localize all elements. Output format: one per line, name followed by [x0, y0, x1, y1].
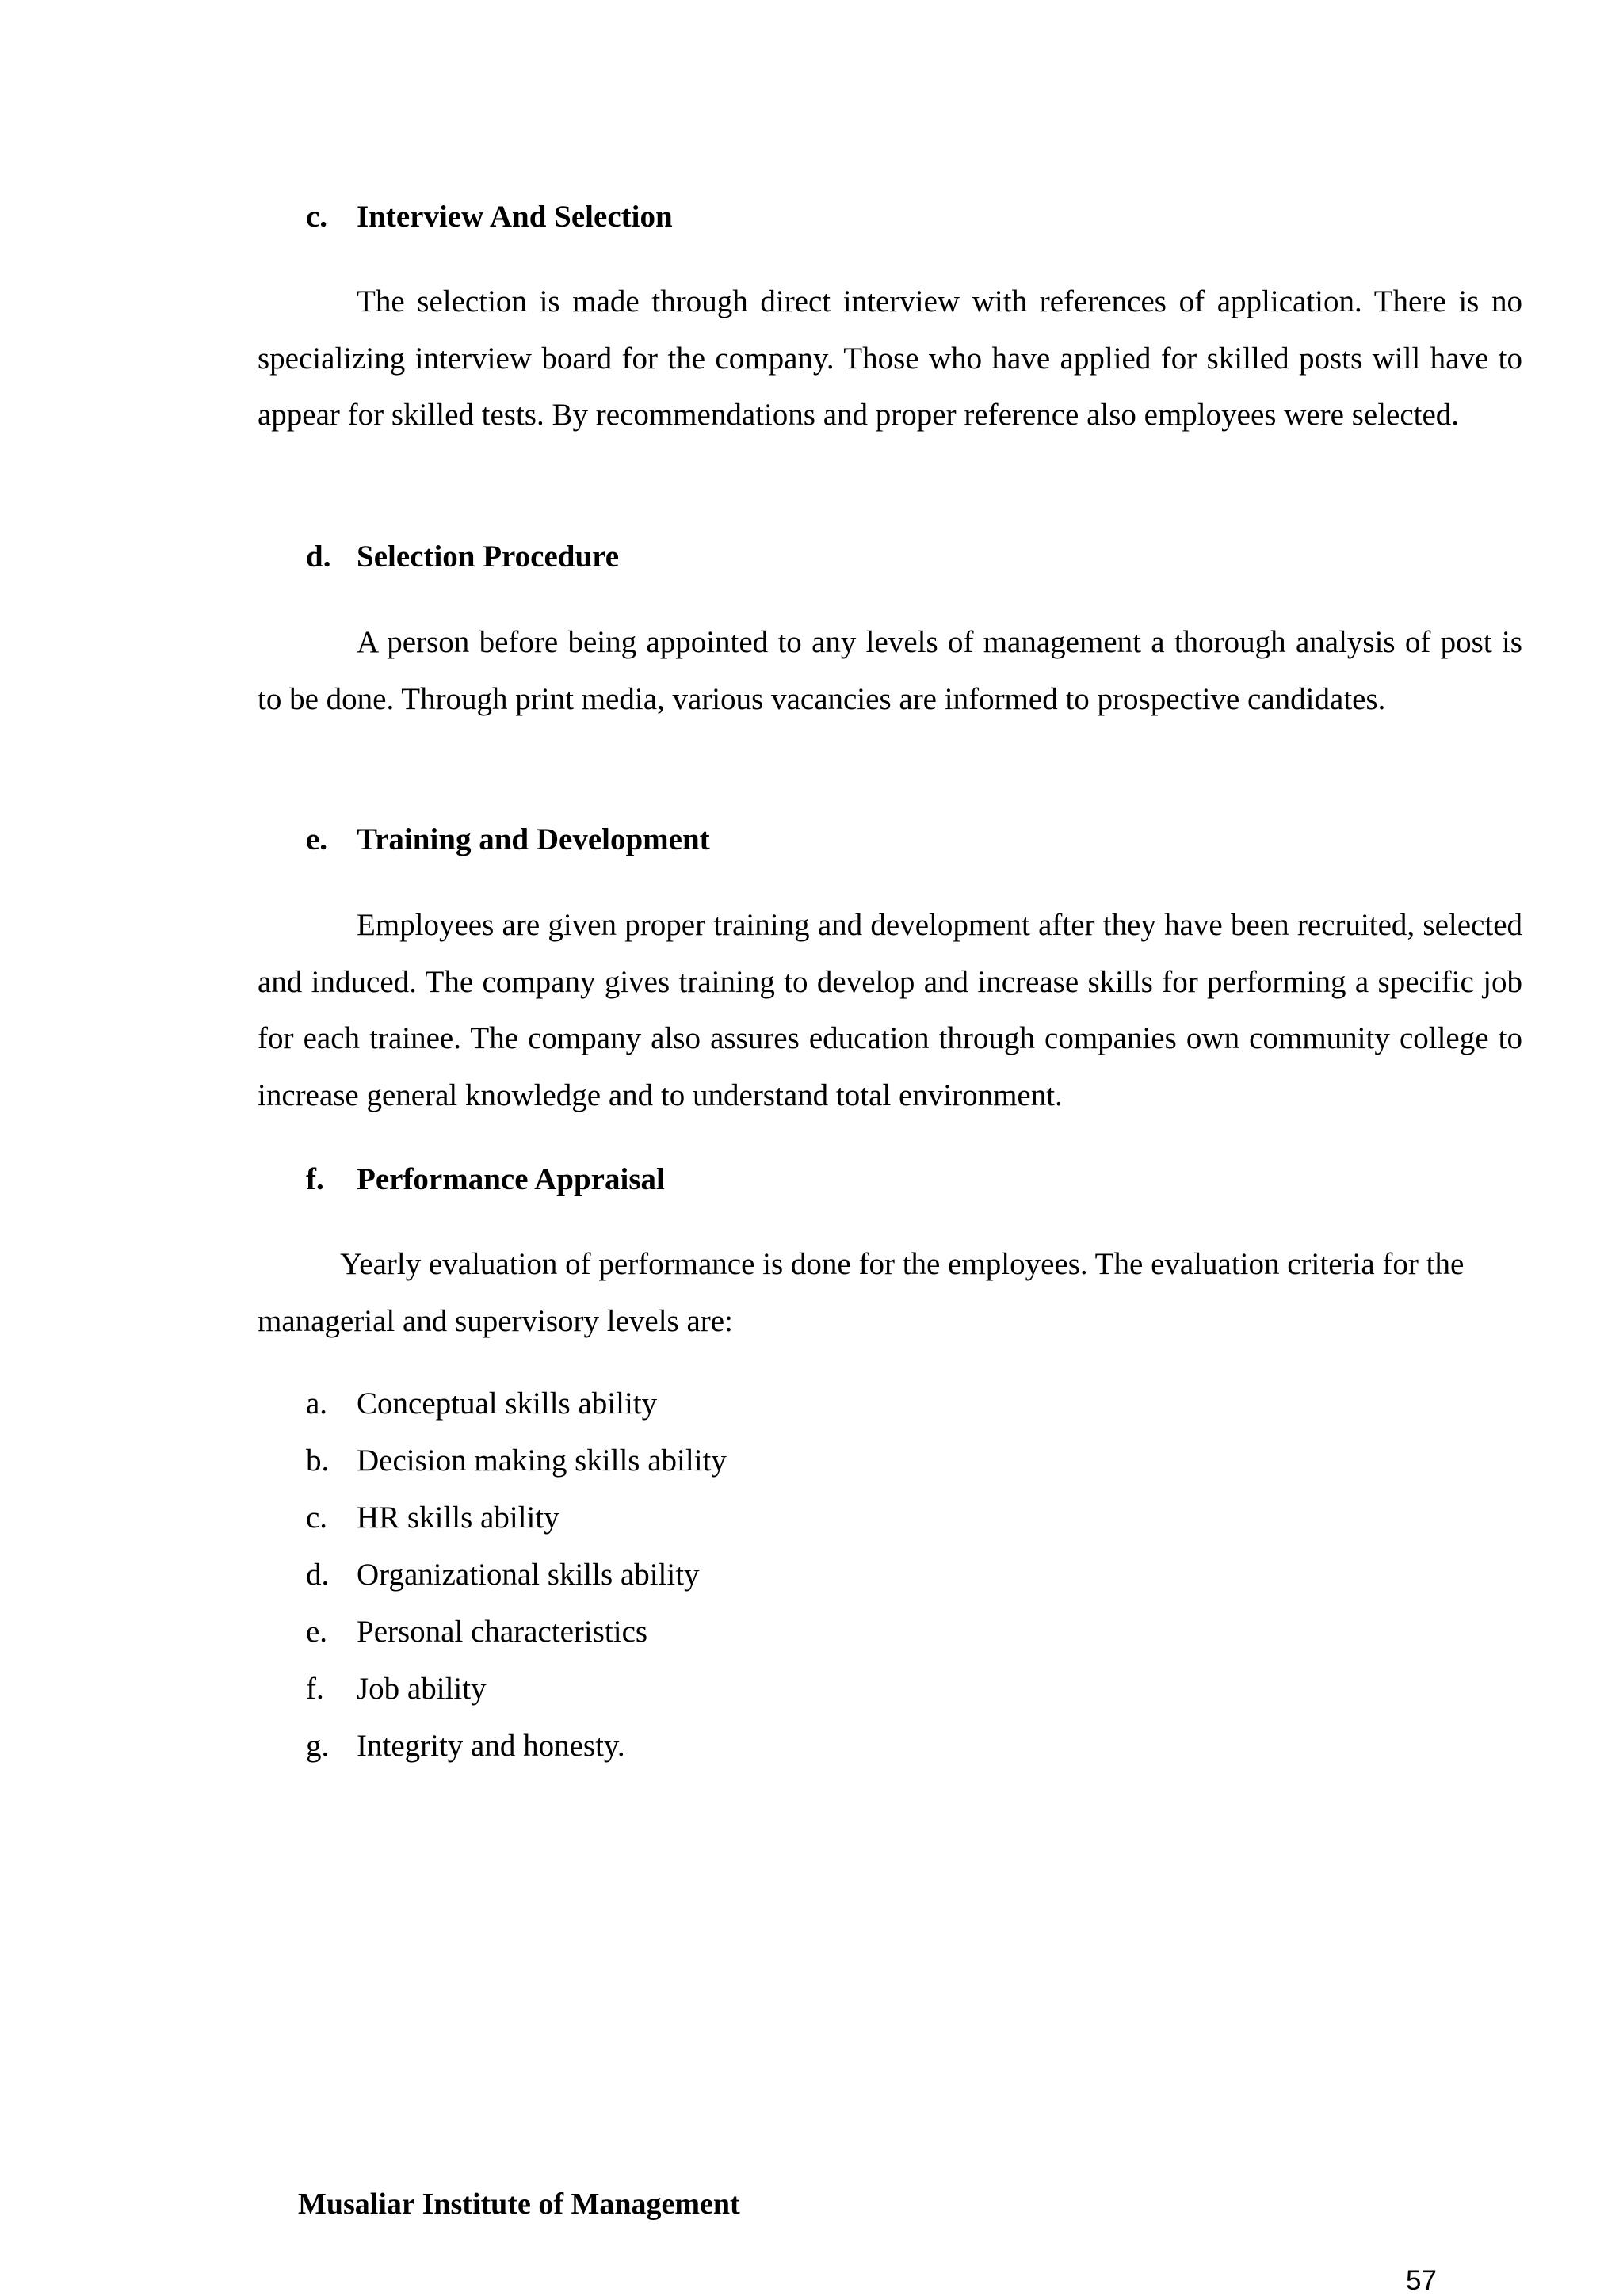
section-marker: e.: [306, 822, 328, 856]
list-marker: b.: [306, 1444, 330, 1478]
footer-institution-name: Musaliar Institute of Management: [298, 2187, 740, 2221]
section-marker: f.: [306, 1162, 324, 1196]
section-heading-performance-appraisal: [304, 1161, 665, 1199]
list-item: [304, 1661, 727, 1718]
list-item: [304, 1547, 727, 1604]
list-marker: d.: [306, 1558, 330, 1592]
section-heading-training-development: [304, 821, 710, 859]
section-title: Interview And Selection: [357, 200, 673, 234]
list-item-text: Conceptual skills ability: [357, 1386, 658, 1421]
page-number: 57: [1406, 2265, 1437, 2296]
list-item-text: Integrity and honesty.: [357, 1729, 625, 1763]
paragraph-text: The selection is made through direct interview with references of application. There is no specializing interview board for the company. Those who have applied for skilled posts will have to appear for skilled tests. By recommendations and proper reference also employees were selected.: [258, 284, 1522, 432]
section-title: Selection Procedure: [357, 540, 620, 574]
paragraph-text: A person before being appointed to any levels of management a thorough analysis of post is to be done. Through print media, various vacancies are informed to prospective candidates.: [258, 625, 1522, 716]
list-item-text: Organizational skills ability: [357, 1558, 700, 1592]
list-item-text: Personal characteristics: [357, 1615, 648, 1649]
list-item: [304, 1718, 727, 1775]
paragraph-interview-selection: [258, 273, 1522, 444]
paragraph-selection-procedure: [258, 614, 1522, 727]
list-marker: e.: [306, 1615, 328, 1649]
paragraph-training-development: [258, 897, 1522, 1123]
list-item: [304, 1432, 727, 1489]
section-marker: d.: [306, 540, 331, 574]
paragraph-performance-appraisal: [258, 1236, 1494, 1349]
evaluation-criteria-list: [304, 1375, 727, 1775]
section-heading-interview-selection: [304, 198, 673, 236]
section-title: Training and Development: [357, 822, 710, 856]
section-marker: c.: [306, 200, 328, 234]
list-item: [304, 1604, 727, 1661]
list-marker: c.: [306, 1501, 328, 1535]
list-item: [304, 1489, 727, 1547]
paragraph-text: Employees are given proper training and development after they have been recruited, selected and induced. The company gives training to develop and increase skills for performing a specific job for each trainee. The company also assures education through companies own community college to increase general knowledge and to understand total environment.: [258, 908, 1522, 1112]
section-title: Performance Appraisal: [357, 1162, 665, 1196]
list-item-text: Decision making skills ability: [357, 1444, 727, 1478]
list-item: [304, 1375, 727, 1432]
paragraph-text: Yearly evaluation of performance is done for the employees. The evaluation criteria for the managerial and supervisory levels are:: [258, 1247, 1465, 1338]
list-marker: a.: [306, 1386, 328, 1421]
section-heading-selection-procedure: [304, 538, 619, 576]
list-item-text: HR skills ability: [357, 1501, 559, 1535]
list-marker: f.: [306, 1672, 324, 1706]
list-marker: g.: [306, 1729, 330, 1763]
list-item-text: Job ability: [357, 1672, 487, 1706]
